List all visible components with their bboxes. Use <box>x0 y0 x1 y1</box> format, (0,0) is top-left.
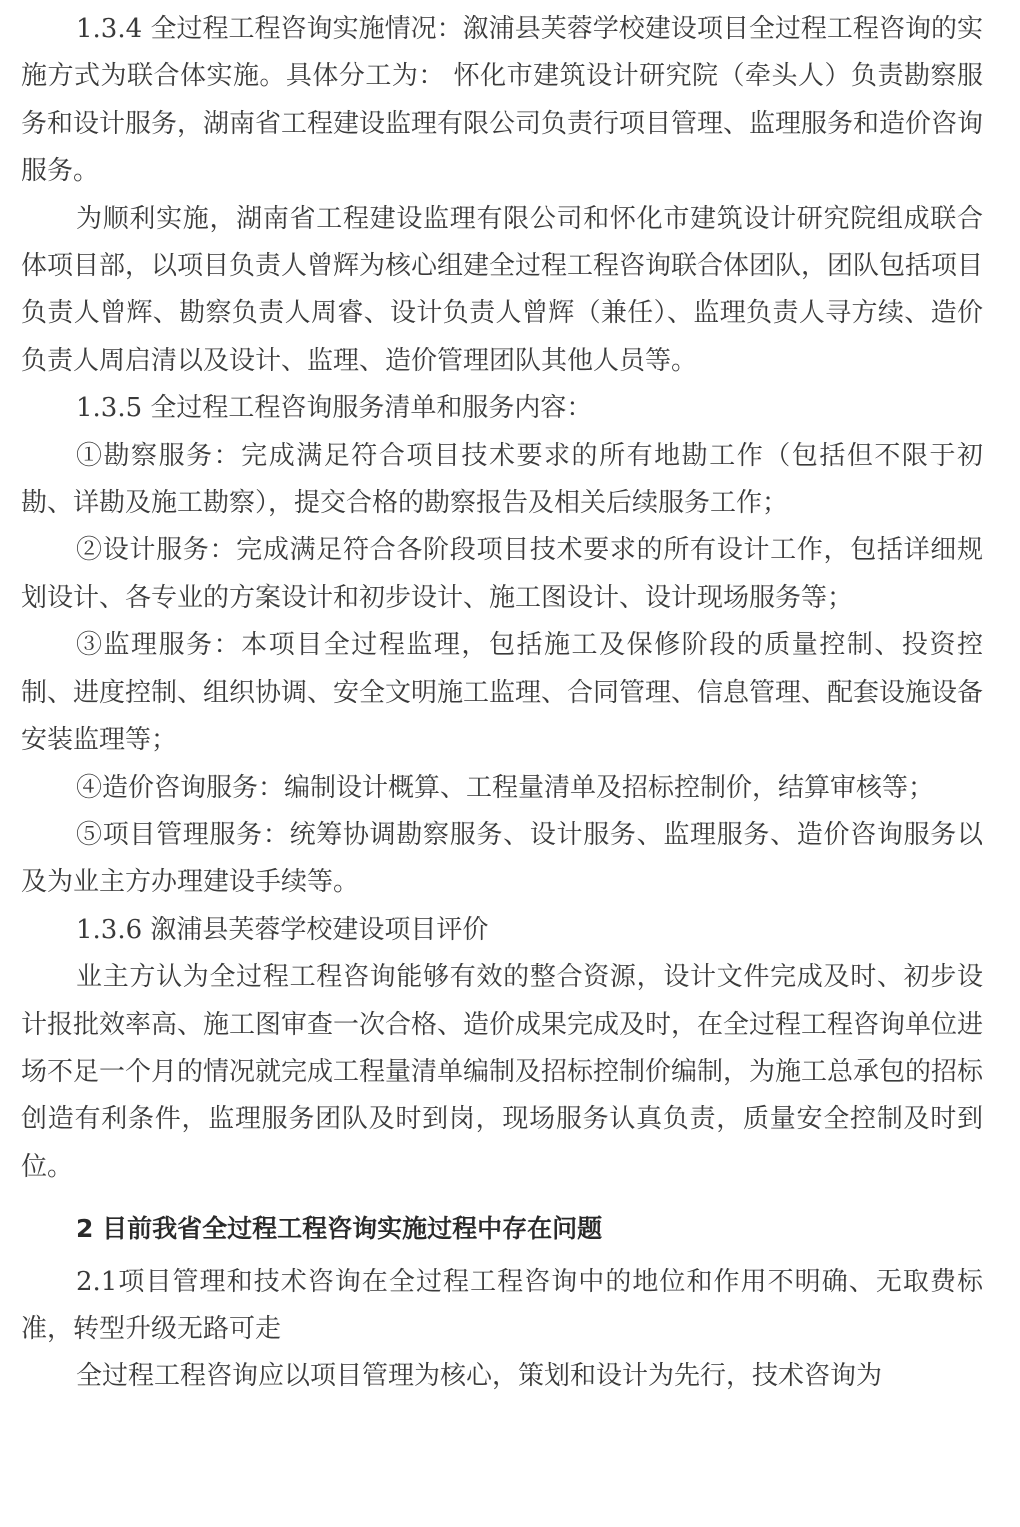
paragraph-2-1: 2.1项目管理和技术咨询在全过程工程咨询中的地位和作用不明确、无取费标准，转型升级无路可走 <box>21 1266 983 1344</box>
paragraph-1-3-4: 1.3.4 全过程工程咨询实施情况：溆浦县芙蓉学校建设项目全过程工程咨询的实施方式为联合体实施。具体分工为： 怀化市建筑设计研究院（牵头人）负责勘察服务和设计服务，湖南省工程建设监理有限公司负责行项目管理、监理服务和造价咨询服务。 <box>21 14 984 187</box>
list-item-survey: ①勘察服务：完成满足符合项目技术要求的所有地勘工作（包括但不限于初勘、详勘及施工勘察），提交合格的勘察报告及相关后续服务工作； <box>21 440 983 519</box>
paragraph-1-3-5: 1.3.5 全过程工程咨询服务清单和服务内容： <box>76 393 593 424</box>
list-item-design: ②设计服务：完成满足符合各阶段项目技术要求的所有设计工作，包括详细规划设计、各专业的方案设计和初步设计、施工图设计、设计现场服务等； <box>21 535 983 613</box>
list-item-cost: ④造价咨询服务：编制设计概算、工程量清单及招标控制价，结算审核等； <box>76 772 935 803</box>
list-item-supervision: ③监理服务：本项目全过程监理，包括施工及保修阶段的质量控制、投资控制、进度控制、组织协调、安全文明施工监理、合同管理、信息管理、配套设施设备安装监理等； <box>21 630 984 756</box>
paragraph-2-1-body: 全过程工程咨询应以项目管理为核心，策划和设计为先行，技术咨询为 <box>76 1361 883 1392</box>
document-body <box>21 6 983 1401</box>
list-item-management: ⑤项目管理服务：统筹协调勘察服务、设计服务、监理服务、造价咨询服务以及为业主方办理建设手续等。 <box>21 819 983 898</box>
paragraph-team: 为顺利实施，湖南省工程建设监理有限公司和怀化市建筑设计研究院组成联合体项目部，以项目负责人曾辉为核心组建全过程工程咨询联合体团队，团队包括项目负责人曾辉、勘察负责人周睿、设计负责人曾辉（兼任）、监理负责人寻方续、造价负责人周启清以及设计、监理、造价管理团队其他人员等。 <box>21 203 984 376</box>
paragraph-evaluation: 业主方认为全过程工程咨询能够有效的整合资源，设计文件完成及时、初步设计报批效率高、施工图审查一次合格、造价成果完成及时，在全过程工程咨询单位进场不足一个月的情况就完成工程量清单编制及招标控制价编制，为施工总承包的招标创造有利条件，监理服务团队及时到岗，现场服务认真负责，质量安全控制及时到位。 <box>21 962 984 1182</box>
section-heading: 2 目前我省全过程工程咨询实施过程中存在问题 <box>76 1214 603 1244</box>
paragraph-1-3-6: 1.3.6 溆浦县芙蓉学校建设项目评价 <box>76 914 489 945</box>
